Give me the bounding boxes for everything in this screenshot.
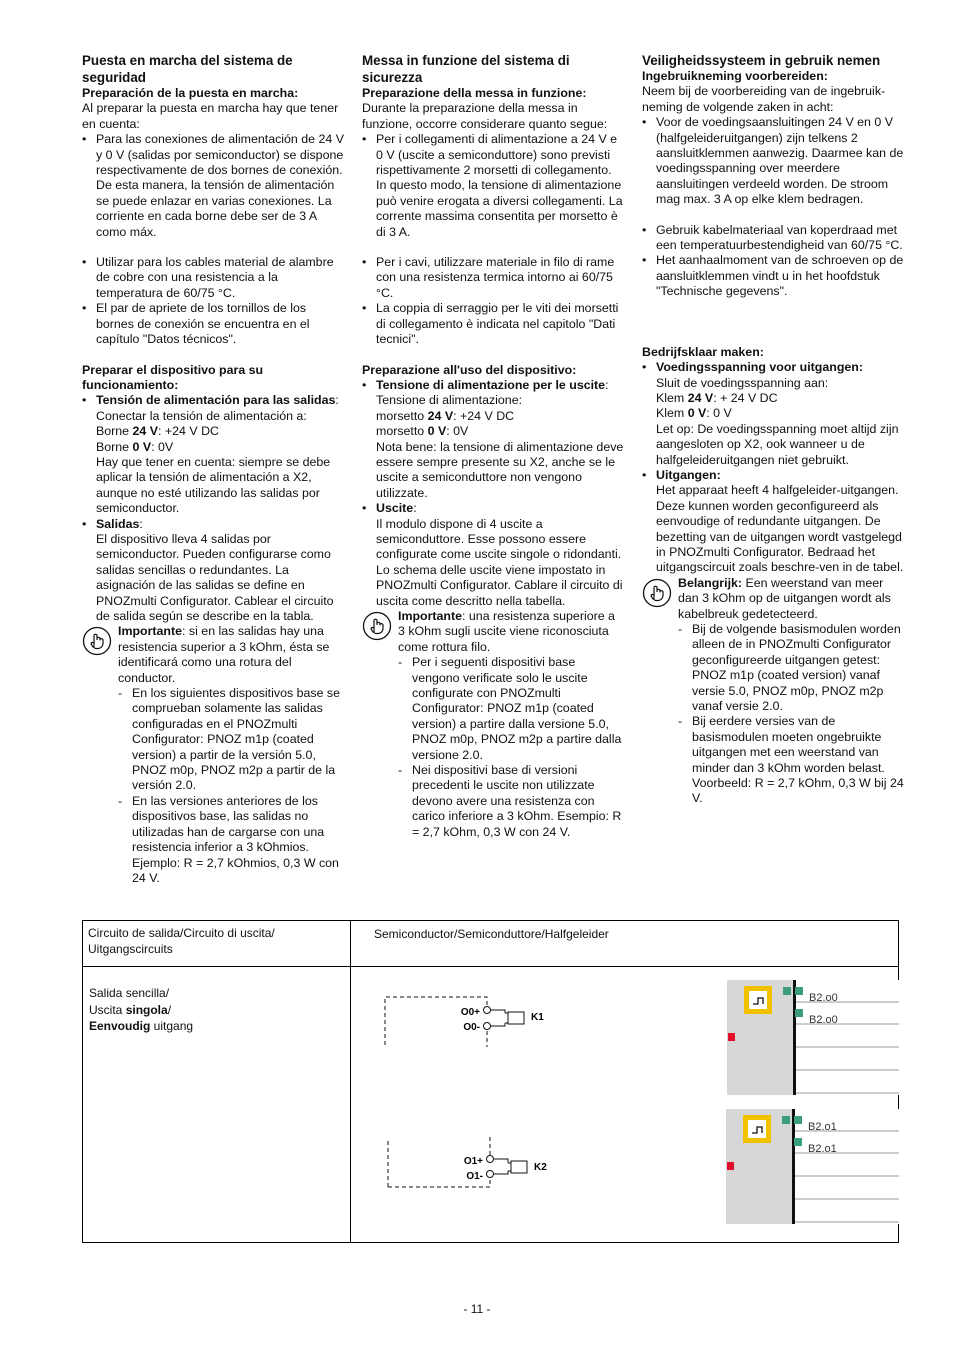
op-list [642, 360, 904, 576]
supply-note: Let op: De voedingsspanning moet altijd zijn aangesloten op X2, ook wanneer u de halfgeleideruitgangen niet gebruikt. [656, 421, 899, 467]
row-label-it-prefix: Uscita [89, 1002, 126, 1017]
terminal-word: morsetto [376, 424, 425, 439]
label-o0-minus: O0- [463, 1022, 480, 1033]
prep-list-2 [362, 255, 624, 347]
important-label: Belangrijk: [678, 575, 743, 590]
supply-note: Hay que tener en cuenta: siempre se debe aplicar la tensión de alimentación a X2, aunque no esté utilizando las salidas por semiconductor. [96, 454, 331, 516]
list-item: - Bij de volgende basismodulen worden alleen de in PNOZmulti Configurator geconfigureerde uitgangen getest: PNOZ m1p (coated version) vanaf versie 5.0, PNOZ m0p, PNOZ m2p vanaf versie 2.0. [678, 622, 904, 714]
list-item: • El par de apriete de los tornillos de los bornes de conexión se encuentra en el capítulo "Datos técnicos". [82, 301, 344, 347]
important-text: Een weerstand van meer dan 3 kOhm op de uitgangen wordt als kabelbreuk gedetecteerd. [678, 575, 891, 621]
supply-label: Voedingsspanning voor uitgangen: [656, 360, 863, 375]
t0-value: : 0V [151, 439, 174, 454]
label-k1: K1 [531, 1012, 544, 1023]
label-b2-o1-a: B2.o1 [808, 1121, 837, 1133]
important-note [642, 576, 904, 622]
terminal-word: Klem [656, 390, 685, 405]
prep-heading: Preparazione della messa in funzione: [362, 86, 587, 100]
prep-list-2 [82, 255, 344, 347]
supply-connect: Tensione di alimentazione: [376, 393, 523, 408]
important-label: Importante [398, 609, 463, 623]
prep-intro: Al preparar la puesta en marcha hay que tener en cuenta: [82, 101, 339, 131]
important-text: : una resistenza superiore a 3 kOhm sugli uscite viene riconosciuta come rottura filo. [398, 609, 615, 654]
table-row-label [89, 985, 339, 1035]
label-o1-plus: O1+ [463, 1156, 483, 1167]
list-item: • Salidas: El dispositivo lleva 4 salidas por semiconductor. Pueden configurarse como salidas sencillas o redundantes. La asignación de las salidas se define en PNOZmulti Configurator. Cablear el circuito de salida según se describe en la tabla. [82, 517, 344, 625]
supply-connect: Sluit de voedingsspanning aan: [656, 375, 829, 390]
label-o0-plus: O0+ [460, 1007, 480, 1018]
prep-list [642, 115, 904, 207]
supply-note: Nota bene: la tensione di alimentazione deve essere sempre presente su X2, anche se le uscite a semiconduttore non vengono utilizzate. [376, 439, 624, 500]
list-item: - En las versiones anteriores de los dispositivos base, las salidas no utilizadas han de cargarse con una resistencia inferior a 3 kOhmios. Ejemplo: R = 2,7 kOhmios, 0,3 W con 24 V. [118, 794, 344, 886]
page-number: - 11 - [463, 1302, 491, 1316]
t0-value: : 0 V [706, 406, 732, 421]
list-item: • Per i collegamenti di alimentazione a 24 V e 0 V (uscite a semiconduttore) sono previsti rispettivamente 2 morsetti di collegamento. In questo modo, la tensione di alimentazione può venire erogata a diversi collegamenti. La corrente massima consentita per morsetto è di 3 A. [362, 132, 624, 240]
list-item: • Voor de voedingsaansluitingen 24 V en 0 V (halfgeleideruitgangen) zijn telkens 2 aansluitklemmen aanwezig. Daarmee kan de voedingsspanning over meerdere aansluitingen verdeeld worden. De stroom mag max. 3 A op elke klem bedragen. [642, 115, 904, 207]
t24-label: 24 V [132, 424, 159, 439]
outputs-label: Salidas [96, 516, 140, 531]
section-title: Messa in funzione del sistema di sicurezza [362, 53, 570, 85]
supply-label: Tensión de alimentación para las salidas [96, 393, 336, 408]
column-dutch [642, 52, 904, 807]
label-k2: K2 [534, 1162, 547, 1173]
t24-label: 24 V [427, 408, 454, 423]
list-item: • Para las conexiones de alimentación de 24 V y 0 V (salidas por semiconductor) se dispone respectivamente de dos bornes de conexión. De esta manera, la tensión de alimentación se puede enlazar en varias conexiones. La corriente en cada borne debe ser de 3 A como máx. [82, 132, 344, 240]
list-item: - Nei dispositivi base di versioni precedenti le uscite non utilizzate devono avere una resistenza con carico inferiore a 3 kOhm. Esempio: R = 2,7 kOhm, 0,3 W con 24 V. [398, 763, 624, 840]
row-label-it-bold: singola [125, 1002, 168, 1017]
row-label-nl-suffix: uitgang [150, 1019, 194, 1033]
terminal-word: Klem [656, 406, 685, 421]
t0-label: 0 V [427, 424, 447, 439]
dash-list [642, 622, 904, 807]
list-item [642, 468, 904, 576]
list-item: • Gebruik kabelmateriaal van koperdraad met een temperatuurbestendigheid van 60/75 °C. [642, 223, 904, 254]
label-o1-minus: O1- [466, 1171, 483, 1182]
prep-heading: Ingebruikneming voorbereiden: [642, 69, 828, 83]
t24-value: : +24 V DC [158, 424, 219, 439]
output-circuit-table [82, 920, 899, 1243]
column-spanish [82, 52, 344, 886]
wiring-diagram [351, 967, 899, 1243]
list-item: • Het aanhaalmoment van de schroeven op de aansluitklemmen vindt u in het hoofdstuk "Technische gegevens". [642, 253, 904, 299]
terminal-word: morsetto [376, 408, 425, 423]
outputs-text: Het apparaat heeft 4 halfgeleider-uitgangen. Deze kunnen worden geconfigureerd als eenvoudige of redundante uitgangen. De bezetting van de uitgangen wordt vastgelegd in PNOZmulti Configurator. Bedraad het uitgangscircuit zoals beschre-ven in de tabel. [656, 483, 904, 575]
list-item: - Per i seguenti dispositivi base vengono verificate solo le uscite configurate con PNOZmulti Configurator: PNOZ m1p (coated version) a partire dalla versione 5.0, PNOZ m0p, PNOZ m2p a partire dalla versione 2.0. [398, 655, 624, 763]
label-b2-o0-b: B2.o0 [809, 1014, 838, 1026]
t0-value: : 0V [446, 424, 469, 439]
important-note [82, 624, 344, 686]
list-item: • Tensión de alimentación para las salidas: Conectar la tensión de alimentación a: Borne 24 V: +24 V DC Borne 0 V: 0V Hay que tener en cuenta: siempre se debe aplicar la tensión de alimentación a X2, aunque no esté utilizando las salidas por semiconductor. [82, 393, 344, 516]
outputs-label: Uscite [376, 501, 414, 516]
list-item [642, 360, 904, 468]
circuit-k1 [385, 997, 544, 1047]
list-item: • Uscite: Il modulo dispone di 4 uscite a semiconduttore. Esse possono essere configurate come uscite singole o ridondanti. Lo schema delle uscite viene impostato in PNOZmulti Configurator. Cablare il circuito di uscita come descritto nella tabella. [362, 501, 624, 609]
list-item: • Per i cavi, utilizzare materiale in filo di rame con una resistenza termica intorno ai 60/75 °C. [362, 255, 624, 301]
label-b2-o1-b: B2.o1 [808, 1143, 837, 1155]
dash-list [82, 686, 344, 886]
important-label: Importante [118, 624, 183, 639]
section-title: Puesta en marcha del sistema de seguridad [82, 53, 293, 85]
terminal-word: Borne [96, 439, 130, 454]
pointing-hand-icon [362, 611, 392, 641]
outputs-text: El dispositivo lleva 4 salidas por semiconductor. Pueden configurarse como salidas sencillas o redundantes. La asignación de las salidas se define en PNOZmulti Configurator. Cablear el circuito de salida según se describe en la tabla. [96, 531, 334, 623]
list-item: • Utilizar para los cables material de alambre de cobre con una resistencia a la temperatura de 60/75 °C. [82, 255, 344, 301]
row-label-it-suffix: / [167, 1002, 172, 1017]
important-note [362, 609, 624, 655]
table-header-left: Circuito de salida/Circuito di uscita/ Uitgangscircuits [88, 926, 275, 956]
prep-heading: Preparación de la puesta en marcha: [82, 86, 299, 100]
t24-value: : +24 V DC [453, 408, 515, 423]
t24-label: 24 V [687, 390, 714, 405]
prep-list [362, 132, 624, 240]
dash-list [362, 655, 624, 840]
list-item: • Tensione di alimentazione per le uscite: Tensione di alimentazione: morsetto 24 V: +24 V DC morsetto 0 V: 0V Nota bene: la tensione di alimentazione deve essere sempre presente su X2, anche se le uscite a semiconduttore non vengono utilizzate. [362, 378, 624, 501]
row-label-nl-bold: Eenvoudig [89, 1019, 151, 1033]
t0-label: 0 V [687, 406, 707, 421]
op-list [82, 393, 344, 624]
op-heading: Preparar el dispositivo para su funcionamiento: [82, 362, 264, 392]
list-item: - En los siguientes dispositivos base se comprueban solamente las salidas configuradas en el PNOZmulti Configurator: PNOZ m1p (coated version) a partir de la versión 5.0, PNOZ m0p, PNOZ m2p a partir de la versión 2.0. [118, 686, 344, 794]
t0-label: 0 V [132, 439, 152, 454]
pointing-hand-icon [642, 578, 672, 608]
table-header-right: Semiconductor/Semiconduttore/Halfgeleider [374, 927, 609, 941]
important-text: : si en las salidas hay una resistencia superior a 3 kOhm, ésta se identificará como una rotura del conductor. [118, 624, 330, 685]
supply-connect: Conectar la tensión de alimentación a: [96, 408, 307, 423]
op-heading: Bedrijfsklaar maken: [642, 344, 764, 359]
list-item: - Bij eerdere versies van de basismodulen moeten ongebruikte uitgangen met een weerstand van minder dan 3 kOhm worden belast. Voorbeeld: R = 2,7 kOhm, 0,3 W bij 24 V. [678, 714, 904, 806]
t24-value: : + 24 V DC [713, 390, 778, 405]
prep-intro: Neem bij de voorbereiding van de ingebruik-neming de volgende zaken in acht: [642, 84, 886, 114]
row-label-es: Salida sencilla/ [89, 986, 170, 1000]
configurator-panel-2 [726, 1109, 899, 1224]
op-list [362, 378, 624, 609]
op-heading: Preparazione all'uso del dispositivo: [362, 362, 577, 377]
section-title: Veiligheidssysteem in gebruik nemen [642, 53, 881, 68]
prep-list [82, 132, 344, 240]
configurator-panel-1 [727, 980, 899, 1095]
column-italian [362, 52, 624, 840]
label-b2-o0-a: B2.o0 [809, 992, 838, 1004]
prep-intro: Durante la preparazione della messa in funzione, occorre considerare quanto segue: [362, 101, 608, 131]
list-item: • La coppia di serraggio per le viti dei morsetti di collegamento è indicata nel capitolo "Dati tecnici". [362, 301, 624, 347]
pointing-hand-icon [82, 626, 112, 656]
prep-list-2 [642, 223, 904, 300]
outputs-label: Uitgangen: [656, 467, 721, 482]
supply-label: Tensione di alimentazione per le uscite [376, 377, 606, 392]
terminal-word: Borne [96, 424, 130, 439]
circuit-k2 [388, 1137, 547, 1187]
outputs-text: Il modulo dispone di 4 uscite a semiconduttore. Esse possono essere configurate come uscite singole o ridondanti. Lo schema delle uscite viene impostato in PNOZmulti Configurator. Cablare il circuito di uscita come descritto nella tabella. [376, 516, 623, 608]
